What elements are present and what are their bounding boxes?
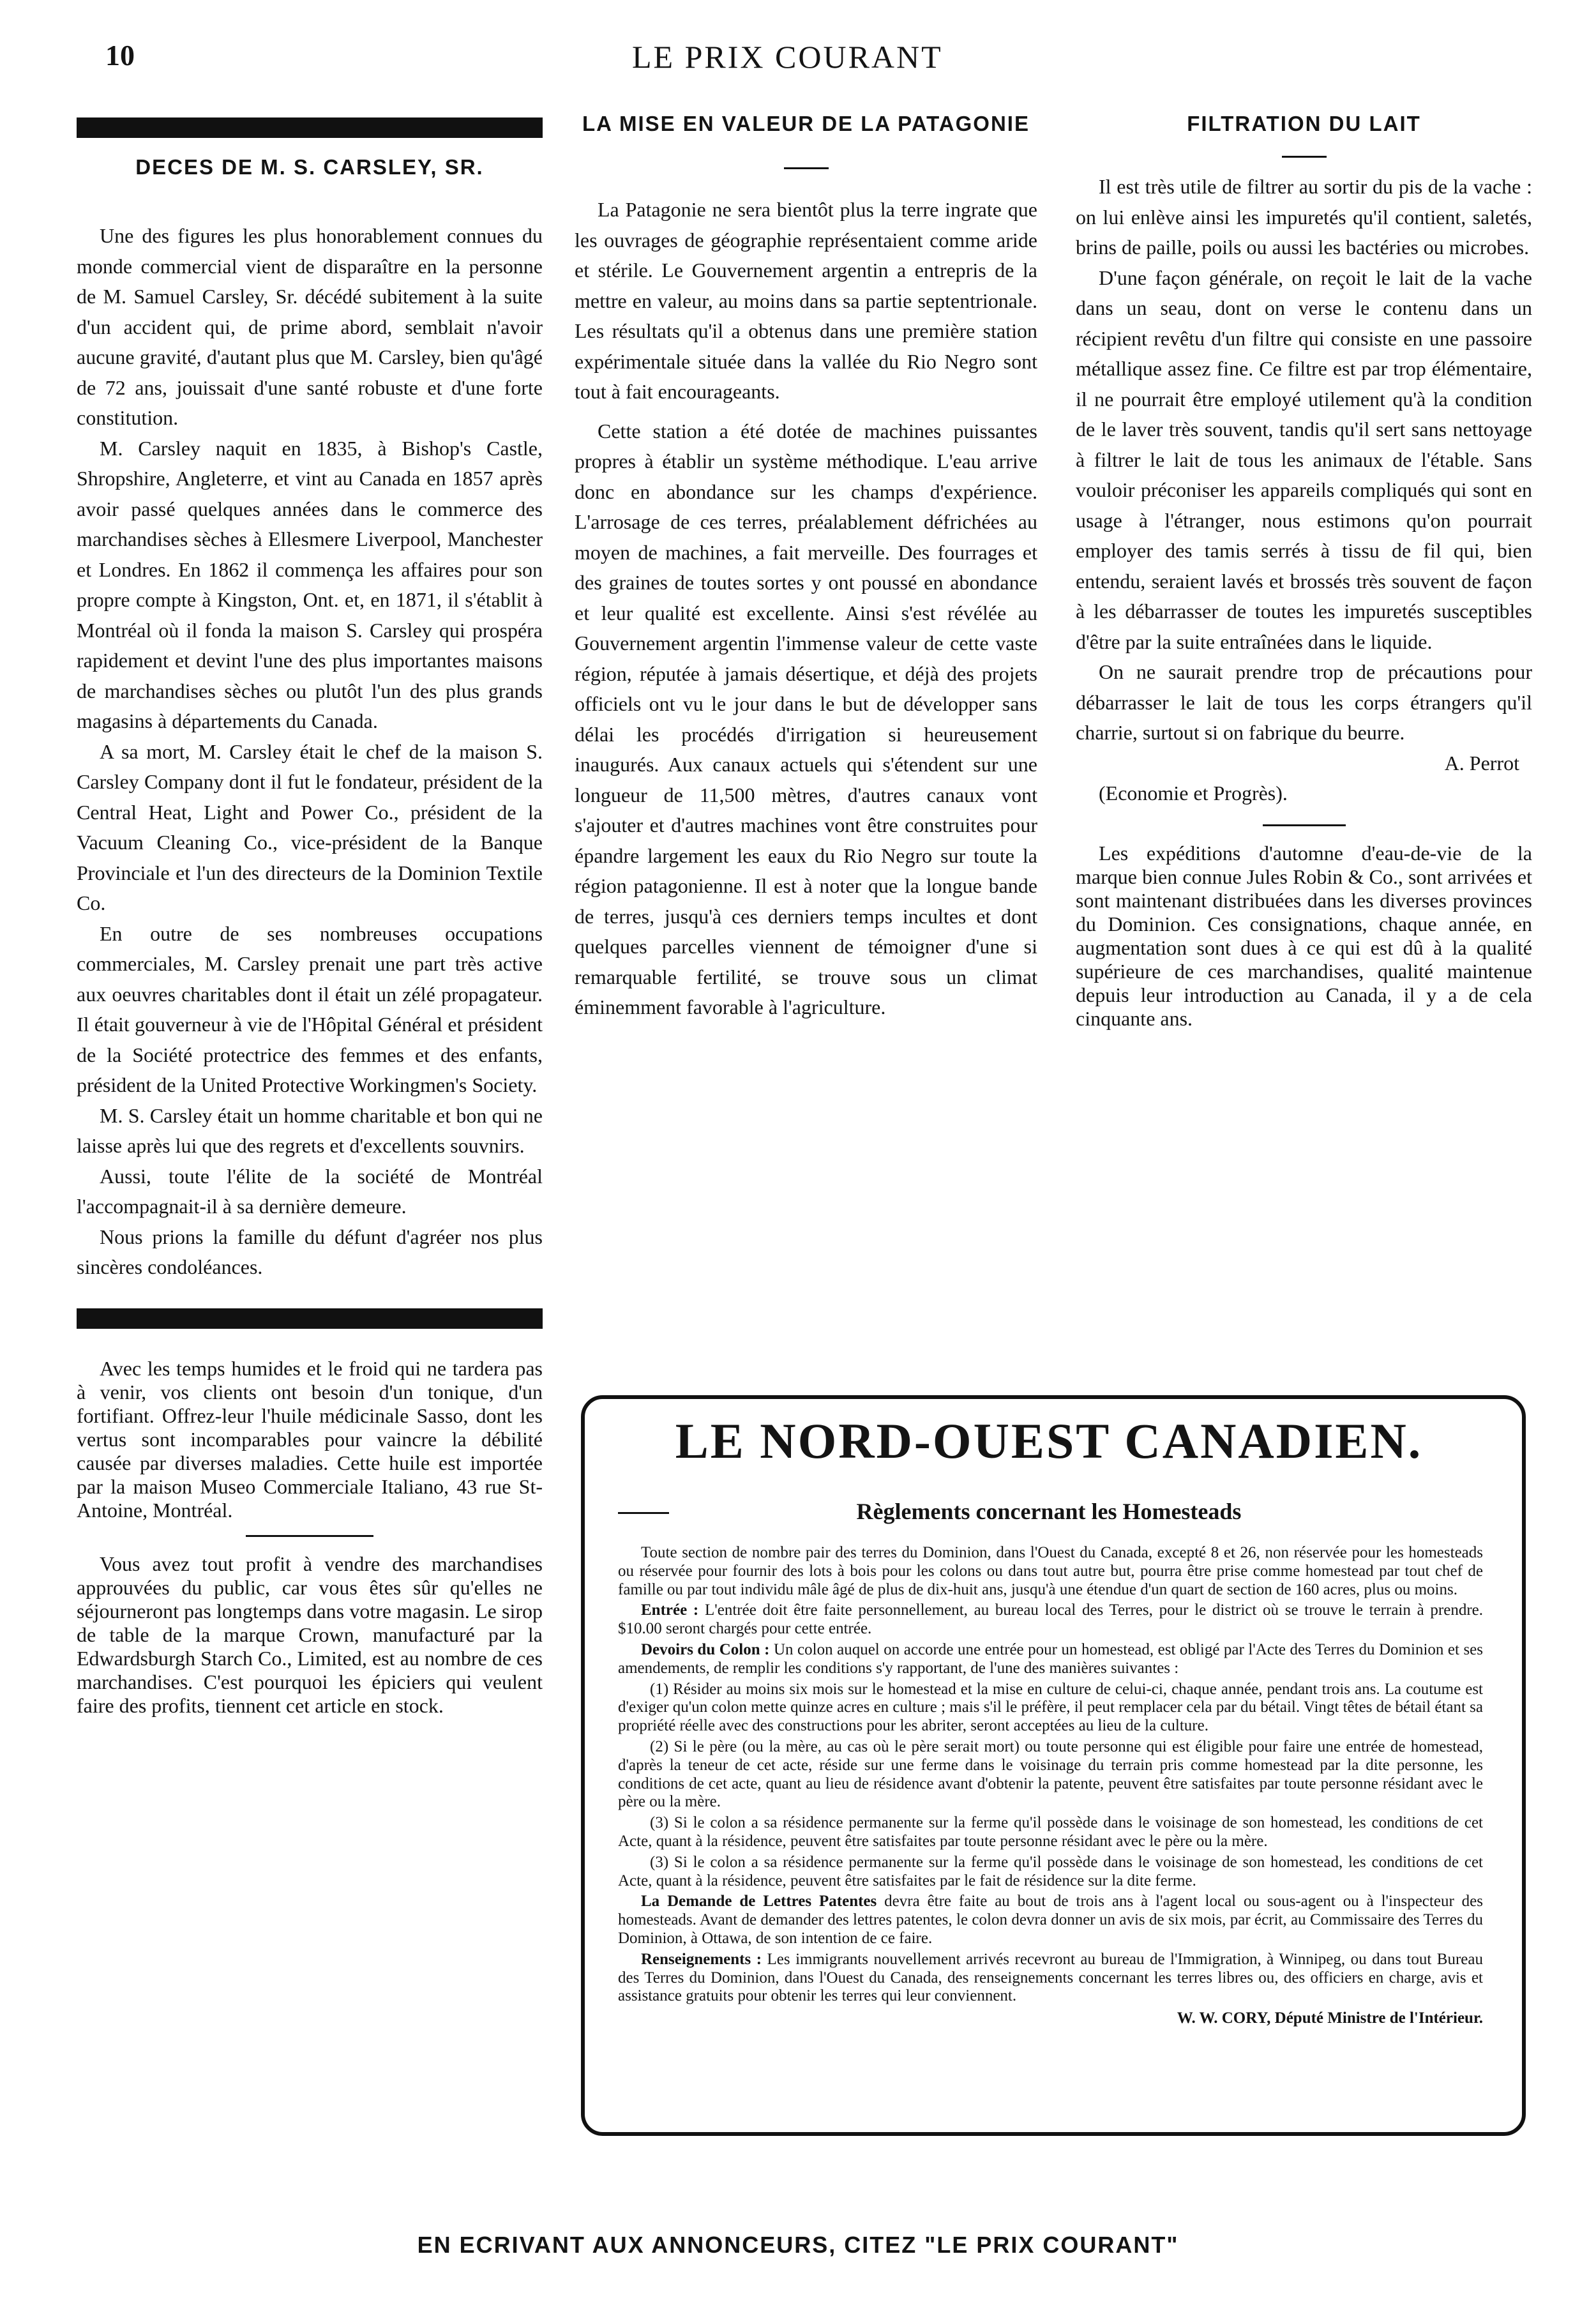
ad-label: La Demande de Lettres Patentes [641,1893,877,1910]
column-filtration [1076,109,1532,1031]
column-patagonie [575,109,1037,1023]
patagonie-paragraph: La Patagonie ne sera bientôt plus la terre ingrate que les ouvrages de géographie représentaient comme aride et stérile. Le Gouvernement argentin a entrepris de la mettre en valeur, au moins dans sa partie septentrionale. Les résultats qu'il a obtenus dans une première station expérimentale située dans la vallée du Rio Negro sont tout à fait encourageants. [575,198,1037,403]
author-signature: A. Perrot [1444,751,1519,775]
ad-signature: W. W. CORY, Député Ministre de l'Intérieur. [1177,2009,1483,2027]
filtration-paragraph: Il est très utile de filtrer au sortir du pis de la vache : on lui enlève ainsi les impuretés qu'il contient, saletés, brins de paille, poils ou aussi les bactéries ou microbes. [1076,175,1532,259]
ad-title: LE NORD-OUEST CANADIEN. [675,1413,1423,1469]
short-rule [1263,824,1346,826]
headline-carsley: DECES DE M. S. CARSLEY, SR. [135,155,484,179]
ad-devoirs [618,1641,1483,1678]
ad-label: Renseignements : [641,1950,762,1968]
jules-robin-notice: Les expéditions d'automne d'eau-de-vie de la marque bien connue Jules Robin & Co., sont arrivées et sont maintenant distribuées dans les diverses provinces du Dominion. Ces consignations, chaque année, en augmentation sont dues à ce qui est dû à la qualité supérieure de ces marchandises, qualité maintenue depuis leur introduction au Canada, il y a de cela cinquante ans. [1076,841,1532,1030]
ad-label: Entrée : [641,1601,699,1619]
carsley-paragraph: M. S. Carsley était un homme charitable et bon qui ne laisse après lui que des regrets et d'excellents souvnirs. [77,1103,543,1157]
carsley-paragraph: Une des figures les plus honorablement connues du monde commercial vient de disparaître en la personne de M. Samuel Carsley, Sr. décédé subitement à la suite d'un accident qui, de prime abord, semblait n'avoir aucune gravité, d'autant plus que M. Carsley, bien qu'âgé de 72 ans, jouissait d'une santé robuste et d'une forte constitution. [77,224,543,429]
filtration-paragraph: D'une façon générale, on reçoit le lait de la vache dans un seau, dont on verse le contenu dans un récipient revêtu d'un filtre qui consiste en une passoire métallique assez fine. Ce filtre est par trop élémentaire, il ne pourrait être employé utilement qu'à la condition de le laver très souvent, tandis qu'il sert sans nettoyage à filtrer le lait de tous les animaux de l'étable. Sans vouloir préconiser les appareils compliqués qui sont en usage à l'étranger, nous estimons qu'on pourrait employer des tamis serrés à tissu de fil qui, bien entendu, seraient lavés et brossés très souvent de façon à les débarrasser de toutes les impuretés susceptibles d'être par la suite entraînées dans le liquide. [1076,266,1532,653]
column-carsley [77,109,543,1718]
carsley-paragraph: M. Carsley naquit en 1835, à Bishop's Castle, Shropshire, Angleterre, et vint au Canada en 1857 après avoir passé quelques années dans le commerce des marchandises sèches à Ellesmere Liverpool, Manchester et Londres. En 1862 il commença les affaires pour son propre compte à Kingston, Ont. et, en 1871, il s'établit à Montréal où il fonda la maison S. Carsley qui prospéra rapidement et devint l'une des plus importantes maisons de marchandises sèches ou plutôt l'un des plus grands magasins à départements du Canada. [77,436,543,732]
ad-condition: (3) Si le colon a sa résidence permanente sur la ferme qu'il possède dans le voisinage de son homestead, les conditions de cet Acte, quant à la résidence, peuvent être satisfaites par toute personne résidant avec le père ou la mère. [618,1814,1483,1850]
filtration-paragraph: On ne saurait prendre trop de précautions pour débarrasser le lait de tous les corps étrangers qu'il charrie, surtout si on fabrique du beurre. [1076,660,1532,744]
footer-notice: EN ECRIVANT AUX ANNONCEURS, CITEZ "LE PRIX COURANT" [417,2232,1179,2258]
page-number: 10 [105,39,135,72]
ad-body [618,1544,1483,2031]
short-rule [246,1535,373,1537]
ad-devoirs-text: Un colon auquel on accorde une entrée pour un homestead, est obligé par l'Acte des Terres du Dominion et ses amendements, de remplir les conditions s'y rapportant, de l'une des manières suivantes : [618,1640,1483,1677]
ad-label: Devoirs du Colon : [641,1640,770,1658]
black-bar-divider [77,117,543,138]
ad-condition: (2) Si le père (ou la mère, au cas où le père serait mort) ou toute personne qui est éligible pour faire une entrée de homestead, d'après la teneur de cet acte, réside sur une ferme dans le voisinage du terrain pris comme homestead par la dite personne, les conditions de cet acte, quant au lieu de résidence avant d'obtenir la patente, peuvent être satisfaites par toute personne résidant avec le père ou la mère. [618,1737,1483,1811]
ad-renseignements [618,1951,1483,2006]
homestead-ad [580,1398,1518,2139]
ad-demande [618,1893,1483,1948]
ad-intro: Toute section de nombre pair des terres du Dominion, dans l'Ouest du Canada, excepté 8 et 26, non réservée pour les homesteads ou réservée pour fournir des lots à bois pour les colons ou dans tout autre but, pourra être prise comme homestead par tout chef de famille ou par tout individu mâle âgé de plus de dix-huit ans, jusqu'à une étendue d'un quart de section de 160 acres, plus ou moins. [618,1544,1483,1598]
short-rule [784,167,829,169]
sasso-notice: Avec les temps humides et le froid qui ne tardera pas à venir, vos clients ont besoin d'un tonique, d'un fortifiant. Offrez-leur l'huile médicinale Sasso, dont les vertus sont incomparables pour vaincre la débilité causée par diverses maladies. Cette huile est importée par la maison Museo Commerciale Italiano, 43 rue St-Antoine, Montréal. [77,1356,543,1522]
carsley-paragraph: En outre de ses nombreuses occupations commerciales, M. Carsley prenait une part très active aux oeuvres charitables dont il était un zélé propagateur. Il était gouverneur à vie de l'Hôpital Général et président de la Société protectrice des femmes et des enfants, président de la United Protective Workingmen's Society. [77,921,543,1096]
crown-syrup-notice: Vous avez tout profit à vendre des marchandises approuvées du public, car vous êtes sûr qu'elles ne séjourneront pas longtemps dans votre magasin. Le sirop de table de la marque Crown, manufacturé par la Edwardsburgh Starch Co., Limited, est au nombre de ces marchandises. C'est pourquoi les épiciers qui veulent faire des profits, tiennent cet article en stock. [77,1552,543,1717]
ad-renseignements-text: Les immigrants nouvellement arrivés recevront au bureau de l'Immigration, à Winnipeg, ou dans tout Bureau des Terres du Dominion, dans l'Ouest du Canada, des renseignements concernant les terres libres ou, des officiers en charge, avis et assistance gratuits pour obtenir les terres qui leur conviennent. [618,1950,1483,2005]
headline-patagonie: LA MISE EN VALEUR DE LA PATAGONIE [582,112,1030,135]
headline-filtration: FILTRATION DU LAIT [1187,112,1421,135]
running-title: LE PRIX COURANT [632,39,943,75]
ad-subtitle: Règlements concernant les Homesteads [856,1499,1242,1524]
ad-demande-text: devra être faite au bout de trois ans à l'agent local ou sous-agent ou à l'inspecteur des homesteads. Avant de demander des lettres patentes, le colon devra donner un avis de six mois, par écrit, au Commissaire des Terres du Dominion, à Ottawa, de son intention de ce faire. [618,1893,1483,1947]
black-bar-divider [77,1308,543,1329]
patagonie-paragraph: Cette station a été dotée de machines puissantes propres à établir un système méthodique. L'eau arrive donc en abondance sur les champs d'expérience. L'arrosage de ces terres, préalablement défrichées au moyen de machines, a fait merveille. Des fourrages et des graines de toutes sortes y ont poussé en abondance et leur qualité est excellente. Ainsi s'est révélée au Gouvernement argentin l'immense valeur de cette vaste région, réputée à jamais désertique, et déjà des projets officiels ont vu le jour dans le but de développer sans délai les procédés d'irrigation si heureusement inaugurés. Aux canaux actuels qui s'étendent sur une longueur de 11,500 mètres, d'autres canaux vont s'ajouter et d'autres machines vont être construites pour épandre largement les eaux du Rio Negro sur toute la région patagonienne. Il est à noter que la longue bande de terres, jusqu'à ces derniers temps incultes et dont quelques parcelles viennent de témoigner d'une si remarquable fertilité, se trouve sous un climat éminemment favorable à l'agriculture. [575,419,1037,1018]
ad-entree-text: L'entrée doit être faite personnellement, au bureau local des Terres, pour le district où se trouve le terrain à prendre. $10.00 seront chargés pour cette entrée. [618,1601,1483,1638]
carsley-paragraph: Nous prions la famille du défunt d'agréer nos plus sincères condoléances. [77,1225,543,1278]
source-citation: (Economie et Progrès). [1099,782,1288,805]
carsley-paragraph: A sa mort, M. Carsley était le chef de la maison S. Carsley Company dont il fut le fondateur, président de la Central Heat, Light and Power Co., président de la Vacuum Cleaning Co., vice-président de la Banque Provinciale et l'un des directeurs de la Dominion Textile Co. [77,739,543,914]
ad-condition: (1) Résider au moins six mois sur le homestead et la mise en culture de celui-ci, chaque année, pendant trois ans. La coutume est d'exiger qu'un colon mette quinze acres en culture ; mais s'il le préfère, il peut remplacer cela par du bétail. Vingt têtes de bétail étant sa propriété réelle avec des constructions pour les abriter, seront acceptées au lieu de la culture. [618,1680,1483,1735]
ad-condition: (3) Si le colon a sa résidence permanente sur la ferme qu'il possède dans le voisinage de son homestead, les conditions de cet Acte, quant à la résidence, peuvent être satisfaites par le fait de résidence sur la dite ferme. [618,1853,1483,1889]
carsley-paragraph: Aussi, toute l'élite de la société de Montréal l'accompagnait-il à sa dernière demeure. [77,1164,543,1218]
ad-entree [618,1601,1483,1638]
short-rule [1282,156,1327,158]
